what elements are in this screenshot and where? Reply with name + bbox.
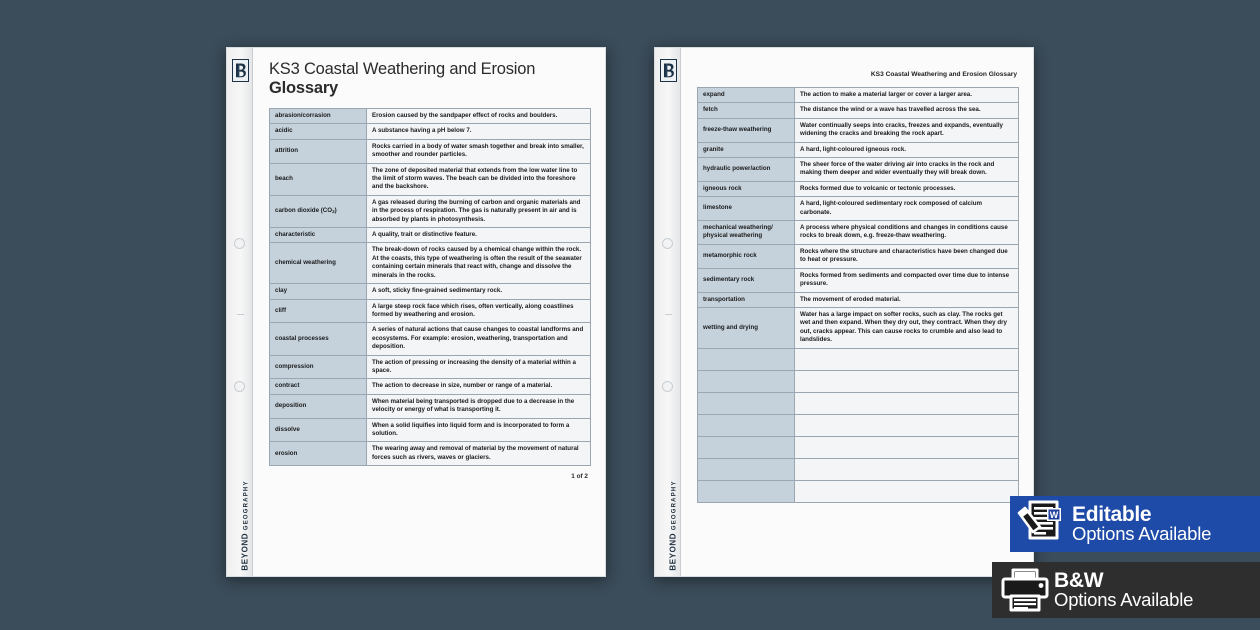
- glossary-row: [270, 355, 591, 379]
- glossary-row: [270, 228, 591, 243]
- glossary-row: [698, 181, 1019, 196]
- bw-badge-title: B&W: [1054, 568, 1104, 592]
- glossary-row: [698, 158, 1019, 182]
- glossary-definition-cell: A large steep rock face which rises, often vertically, along coastlines formed by weathering and erosion.: [367, 299, 591, 323]
- glossary-term-cell: attrition: [270, 139, 367, 163]
- glossary-definition-cell: Rocks formed due to volcanic or tectonic processes.: [795, 181, 1019, 196]
- glossary-row: [698, 348, 1019, 370]
- glossary-term-cell: transportation: [698, 292, 795, 307]
- glossary-definition-cell: [795, 480, 1019, 502]
- glossary-row: [270, 394, 591, 418]
- glossary-definition-cell: Rocks formed from sediments and compacted over time due to intense pressure.: [795, 268, 1019, 292]
- glossary-term-cell: metamorphic rock: [698, 244, 795, 268]
- svg-text:W: W: [1049, 510, 1059, 520]
- glossary-term-cell: chemical weathering: [270, 243, 367, 284]
- glossary-definition-cell: Erosion caused by the sandpaper effect of rocks and boulders.: [367, 109, 591, 124]
- glossary-term-cell: cliff: [270, 299, 367, 323]
- glossary-definition-cell: A hard, light-coloured sedimentary rock composed of calcium carbonate.: [795, 197, 1019, 221]
- glossary-definition-cell: A series of natural actions that cause changes to coastal landforms and ecosystems. For example: erosion, weathering, transportation and deposition.: [367, 323, 591, 355]
- glossary-term-cell: mechanical weathering/ physical weathering: [698, 221, 795, 245]
- beyond-logo-icon: [231, 58, 250, 83]
- glossary-row: [698, 392, 1019, 414]
- glossary-row: [270, 195, 591, 227]
- glossary-definition-cell: A substance having a pH below 7.: [367, 124, 591, 139]
- glossary-term-cell: expand: [698, 88, 795, 103]
- glossary-definition-cell: A hard, light-coloured igneous rock.: [795, 142, 1019, 157]
- binder-dash-mark: [237, 314, 244, 315]
- glossary-definition-cell: When a solid liquifies into liquid form and is incorporated to form a solution.: [367, 418, 591, 442]
- glossary-row: [270, 284, 591, 299]
- glossary-term-cell: abrasion/corrasion: [270, 109, 367, 124]
- page-2-running-header: KS3 Coastal Weathering and Erosion Glossary: [870, 71, 1017, 78]
- glossary-definition-cell: The sheer force of the water driving air into cracks in the rock and making them deeper and wider eventually they will break down.: [795, 158, 1019, 182]
- glossary-term-cell: coastal processes: [270, 323, 367, 355]
- glossary-definition-cell: The wearing away and removal of material by the movement of natural forces such as rivers, waves or glaciers.: [367, 442, 591, 466]
- glossary-term-cell: acidic: [270, 124, 367, 139]
- glossary-term-cell: erosion: [270, 442, 367, 466]
- worksheet-page-1[interactable]: [226, 47, 606, 577]
- beyond-logo-icon: [659, 58, 678, 83]
- glossary-term-cell: freeze-thaw weathering: [698, 118, 795, 142]
- glossary-definition-cell: Rocks where the structure and characteristics have been changed due to heat or pressure.: [795, 244, 1019, 268]
- glossary-row: [270, 418, 591, 442]
- glossary-row: [270, 299, 591, 323]
- glossary-definition-cell: The action of pressing or increasing the density of a material within a space.: [367, 355, 591, 379]
- glossary-table-page-2: [697, 87, 1019, 503]
- glossary-row: [270, 124, 591, 139]
- glossary-definition-cell: [795, 436, 1019, 458]
- page-title: [269, 60, 591, 98]
- glossary-row: [270, 323, 591, 355]
- glossary-definition-cell: The action to make a material larger or cover a larger area.: [795, 88, 1019, 103]
- glossary-term-cell: hydraulic power/action: [698, 158, 795, 182]
- glossary-term-cell: carbon dioxide $(CO_2)$: [270, 195, 367, 227]
- glossary-term-cell: compression: [270, 355, 367, 379]
- glossary-term-cell: wetting and drying: [698, 307, 795, 348]
- document-pencil-word-icon: [1016, 499, 1068, 549]
- glossary-term-cell: clay: [270, 284, 367, 299]
- glossary-row: [698, 268, 1019, 292]
- glossary-term-cell: [698, 436, 795, 458]
- page-title-line-2: Glossary: [269, 79, 339, 97]
- editable-badge-title: Editable: [1072, 502, 1152, 526]
- glossary-definition-cell: The movement of eroded material.: [795, 292, 1019, 307]
- glossary-term-cell: beach: [270, 163, 367, 195]
- glossary-definition-cell: The break-down of rocks caused by a chemical change within the rock. At the coasts, this type of weathering is often the result of the seawater containing certain minerals that react with, change and dissolve the minerals in the rocks.: [367, 243, 591, 284]
- brand-vertical-label: [241, 478, 250, 574]
- glossary-row: [270, 379, 591, 394]
- editable-options-badge[interactable]: [1010, 496, 1260, 552]
- glossary-definition-cell: The zone of deposited material that extends from the low water line to the limit of storm waves. The beach can be divided into the foreshore and the backshore.: [367, 163, 591, 195]
- glossary-term-cell: granite: [698, 142, 795, 157]
- glossary-row: [698, 221, 1019, 245]
- glossary-row: [270, 109, 591, 124]
- editable-badge-subtitle: Options Available: [1072, 523, 1212, 545]
- printer-icon: [1000, 568, 1050, 612]
- glossary-row: [698, 414, 1019, 436]
- brand-subject: GEOGRAPHY: [243, 480, 250, 531]
- corner-badges: [992, 496, 1260, 618]
- hole-punch-bottom: [234, 381, 245, 392]
- glossary-row: [698, 436, 1019, 458]
- glossary-term-cell: [698, 414, 795, 436]
- glossary-row: [270, 163, 591, 195]
- page-1-binder-strip: [227, 48, 253, 576]
- glossary-term-cell: [698, 370, 795, 392]
- brand-name: BEYOND: [668, 532, 678, 571]
- glossary-row: [698, 458, 1019, 480]
- glossary-term-cell: contract: [270, 379, 367, 394]
- glossary-definition-cell: Rocks carried in a body of water smash together and break into smaller, smoother and rounder particles.: [367, 139, 591, 163]
- glossary-term-cell: fetch: [698, 103, 795, 118]
- page-2-binder-strip: [655, 48, 681, 576]
- glossary-row: [698, 142, 1019, 157]
- glossary-row: [698, 244, 1019, 268]
- binder-dash-mark: [665, 314, 672, 315]
- glossary-row: [698, 480, 1019, 502]
- bw-badge-text: [1054, 570, 1193, 610]
- glossary-definition-cell: [795, 392, 1019, 414]
- glossary-definition-cell: [795, 348, 1019, 370]
- page-title-line-1: KS3 Coastal Weathering and Erosion: [269, 60, 536, 78]
- glossary-row: [270, 442, 591, 466]
- glossary-term-cell: [698, 392, 795, 414]
- glossary-definition-cell: Water continually seeps into cracks, freezes and expands, eventually widening the cracks and breaking the rock apart.: [795, 118, 1019, 142]
- glossary-definition-cell: A gas released during the burning of carbon and organic materials and in the process of respiration. The gas is naturally present in air and is absorbed by plants in photosynthesis.: [367, 195, 591, 227]
- glossary-definition-cell: A process where physical conditions and changes in conditions cause rocks to break down, e.g. freeze-thaw weathering.: [795, 221, 1019, 245]
- glossary-definition-cell: A quality, trait or distinctive feature.: [367, 228, 591, 243]
- glossary-definition-cell: When material being transported is dropped due to a decrease in the velocity or energy of what is transporting it.: [367, 394, 591, 418]
- page-2-body: [681, 48, 1033, 576]
- glossary-term-cell: dissolve: [270, 418, 367, 442]
- brand-vertical-label: [669, 478, 678, 574]
- glossary-definition-cell: A soft, sticky fine-grained sedimentary rock.: [367, 284, 591, 299]
- glossary-row: [698, 292, 1019, 307]
- glossary-definition-cell: The action to decrease in size, number or range of a material.: [367, 379, 591, 394]
- hole-punch-top: [662, 238, 673, 249]
- worksheet-page-2[interactable]: [654, 47, 1034, 577]
- glossary-row: [698, 370, 1019, 392]
- glossary-row: [698, 307, 1019, 348]
- glossary-row: [698, 118, 1019, 142]
- hole-punch-bottom: [662, 381, 673, 392]
- page-1-body: [253, 48, 605, 576]
- glossary-term-cell: limestone: [698, 197, 795, 221]
- glossary-row: [270, 139, 591, 163]
- bw-badge-subtitle: Options Available: [1054, 589, 1194, 611]
- glossary-row: [698, 103, 1019, 118]
- glossary-definition-cell: Water has a large impact on softer rocks, such as clay. The rocks get wet and then expand. When they dry out, they contract. When they dry out, cracks appear. This can cause rocks to crumble and also lead to landslides.: [795, 307, 1019, 348]
- glossary-row: [270, 243, 591, 284]
- page-1-footer: 1 of 2: [571, 473, 588, 481]
- glossary-definition-cell: [795, 458, 1019, 480]
- brand-subject: GEOGRAPHY: [671, 480, 678, 531]
- glossary-term-cell: [698, 458, 795, 480]
- editable-badge-text: [1072, 504, 1211, 544]
- glossary-definition-cell: [795, 414, 1019, 436]
- glossary-term-cell: [698, 480, 795, 502]
- hole-punch-top: [234, 238, 245, 249]
- glossary-row: [698, 88, 1019, 103]
- bw-options-badge[interactable]: [992, 562, 1260, 618]
- glossary-row: [698, 197, 1019, 221]
- brand-name: BEYOND: [240, 532, 250, 571]
- glossary-definition-cell: The distance the wind or a wave has travelled across the sea.: [795, 103, 1019, 118]
- glossary-term-cell: [698, 348, 795, 370]
- glossary-term-cell: deposition: [270, 394, 367, 418]
- glossary-table-page-1: [269, 108, 591, 466]
- glossary-definition-cell: [795, 370, 1019, 392]
- glossary-term-cell: igneous rock: [698, 181, 795, 196]
- glossary-term-cell: sedimentary rock: [698, 268, 795, 292]
- glossary-term-cell: characteristic: [270, 228, 367, 243]
